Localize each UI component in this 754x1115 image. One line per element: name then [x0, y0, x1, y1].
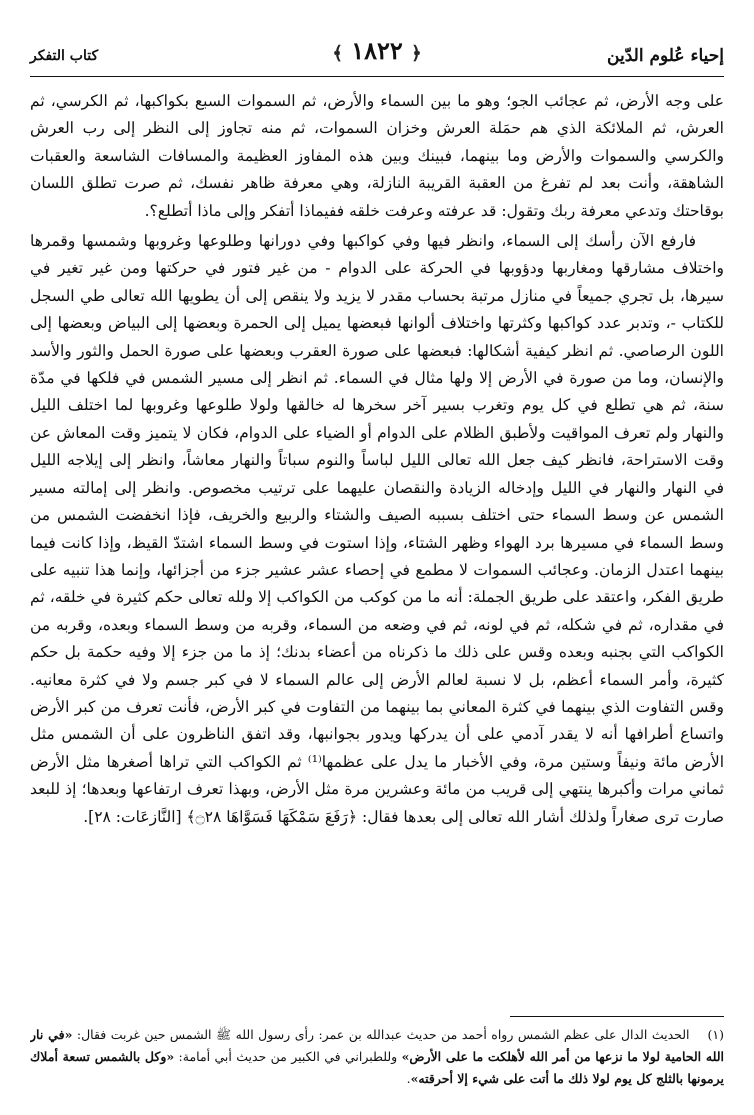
main-text: [30, 88, 724, 968]
book-title: إحياء عُلوم الدّين: [607, 46, 724, 66]
page-number-block: [332, 36, 421, 65]
paragraph-1: على وجه الأرض، ثم عجائب الجو؛ وهو ما بين السماء والأرض، ثم السموات السبع بكواكبها، ثم الكرسي، ثم العرش، ثم الملائكة الذي هم حمَلة العرش وخزان السموات، ثم منه تجاوز إلى النظر إلى رب العرش والكرسي والسموات والأرض وما بينهما، فبينك وبين هذه المفاوز العظيمة والمسافات الشاسعة والعقبات الشاهقة، وأنت بعد لم تفرغ من العقبة القريبة النازلة، وهي معرفة ظاهر نفسك، ثم صرت تطلق اللسان بوقاحتك وتدعي معرفة ربك وتقول: قد عرفته وعرفت خلقه ففيماذا أتفكر وإلى ماذا أتطلع؟.: [30, 92, 724, 220]
footnote-text-2: وللطبراني في الكبير من حديث أبي أمامة:: [174, 1049, 402, 1064]
ornament-right: ﴿: [411, 43, 422, 64]
page-header: [30, 32, 724, 77]
paragraph-2: فارفع الآن رأسك إلى السماء، وانظر فيها وفي كواكبها وفي دورانها وطلوعها وغروبها وشمسها وقمرها واختلاف مشارقها ومغاربها ودؤوبها في الحركة على الدوام - من غير فتور في حركتها ومن غير تغير في سيرها، بل تجري جميعاً في منازل مرتبة بحساب مقدر لا يزيد ولا ينقص إلى أن يطويها الله تعالى طي السجل للكتاب -، وتدبر عدد كواكبها وكثرتها واختلاف ألوانها فبعضها يميل إلى الحمرة وبعضها إلى البياض وبعضها إلى اللون الرصاصي. ثم انظر كيفية أشكالها: فبعضها على صورة العقرب وبعضها على صورة الحمل والثور والأسد والإنسان، وما من صورة في الأرض إلا ولها مثال في السماء. ثم انظر إلى مسير الشمس في فلكها في مدّة سنة، ثم هي تطلع في كل يوم وتغرب بسير آخر سخرها له خالقها ولولا طلوعها وغروبها لما اختلف الليل والنهار ولم تعرف المواقيت ولأطبق الظلام على الدوام أو الضياء على الدوام، فكان لا يتميز وقت المعاش عن وقت الاستراحة، فانظر كيف جعل الله تعالى الليل لباساً والنوم سباتاً والنهار معاشاً، وانظر إلى إيلاجه الليل في النهار والنهار في الليل وإدخاله الزيادة والنقصان عليهما على ترتيب مخصوص. وانظر إلى إمالته مسير الشمس عن وسط السماء حتى اختلف بسببه الصيف والشتاء والربيع والخريف، فإذا انخفضت الشمس من وسط السماء في مسيرها برد الهواء وظهر الشتاء، وإذا استوت في وسط السماء اشتدّ القيظ، وإذا كانت فيما بينهما اعتدل الزمان. وعجائب السموات لا مطمع في إحصاء عشر عشير جزء من أجزائها، وإنما هذا تنبيه على طريق الفكر، واعتقد على طريق الجملة: أنه ما من كوكب من الكواكب إلا ولله تعالى حكم كثيرة في خلقه، ثم في مقداره، ثم في شكله، ثم في لونه، ثم في وضعه من السماء، وقربه من وسط السماء وبعده، وقربه من الكواكب التي بجنبه وبعده وقس على ذلك ما ذكرناه من أعضاء بدنك؛ إذ ما من جزء إلا وفيه حكمة بل حكم كثيرة، وأمر السماء أعظم، بل لا نسبة لعالم الأرض إلى عالم السماء لا في كبر جسم ولا في كثرة معانيه. وقس التفاوت الذي بينهما في كثرة المعاني بما بينهما من التفاوت في كبر الأرض، فأنت تعرف من كبر الأرض واتساع أطرافها أنه لا يقدر آدمي على أن يدركها ويدور بجوانبها، وقد اتفق الناظرون على أن الشمس مثل الأرض مائة ونيفاً وستين مرة، وفي الأخبار ما يدل على عظمها⁽¹⁾ ثم الكواكب التي تراها أصغرها مثل الأرض ثماني مرات وأكبرها ينتهي إلى قريب من مائة وعشرين مرة مثل الأرض، وبهذا تعرف ارتفاعها وبعدها؛ إذ للبعد صارت ترى صغاراً ولذلك أشار الله تعالى إلى بعدها فقال: ﴿رَفَعَ سَمْكَهَا فَسَوَّاهَا ۝٢٨﴾ [النَّازعَات: ٢٨].: [30, 232, 724, 826]
footnote-number: (١): [707, 1027, 724, 1042]
footnote-divider: [510, 1016, 724, 1017]
footnote-quote-2: «وكل بالشمس تسعة أملاك يرمونها بالثلج كل يوم لولا ذلك ما أتت على شيء إلا أحرقته»: [30, 1049, 724, 1086]
ornament-left: ﴾: [332, 43, 343, 64]
footnote-text-3: .: [406, 1071, 411, 1086]
chapter-title: كتاب التفكر: [30, 48, 99, 64]
page-number: ١٨٢٢: [351, 36, 403, 65]
footnote-text-1: الحديث الدال على عظم الشمس رواه أحمد من حديث عبدالله بن عمر: رأى رسول الله ﷺ الشمس حين غربت فقال:: [72, 1027, 690, 1042]
footnote: [30, 1024, 724, 1110]
footnote-quote-1: «في نار الله الحامية لولا ما نزعها من أمر الله لأهلكت ما على الأرض»: [30, 1027, 724, 1064]
